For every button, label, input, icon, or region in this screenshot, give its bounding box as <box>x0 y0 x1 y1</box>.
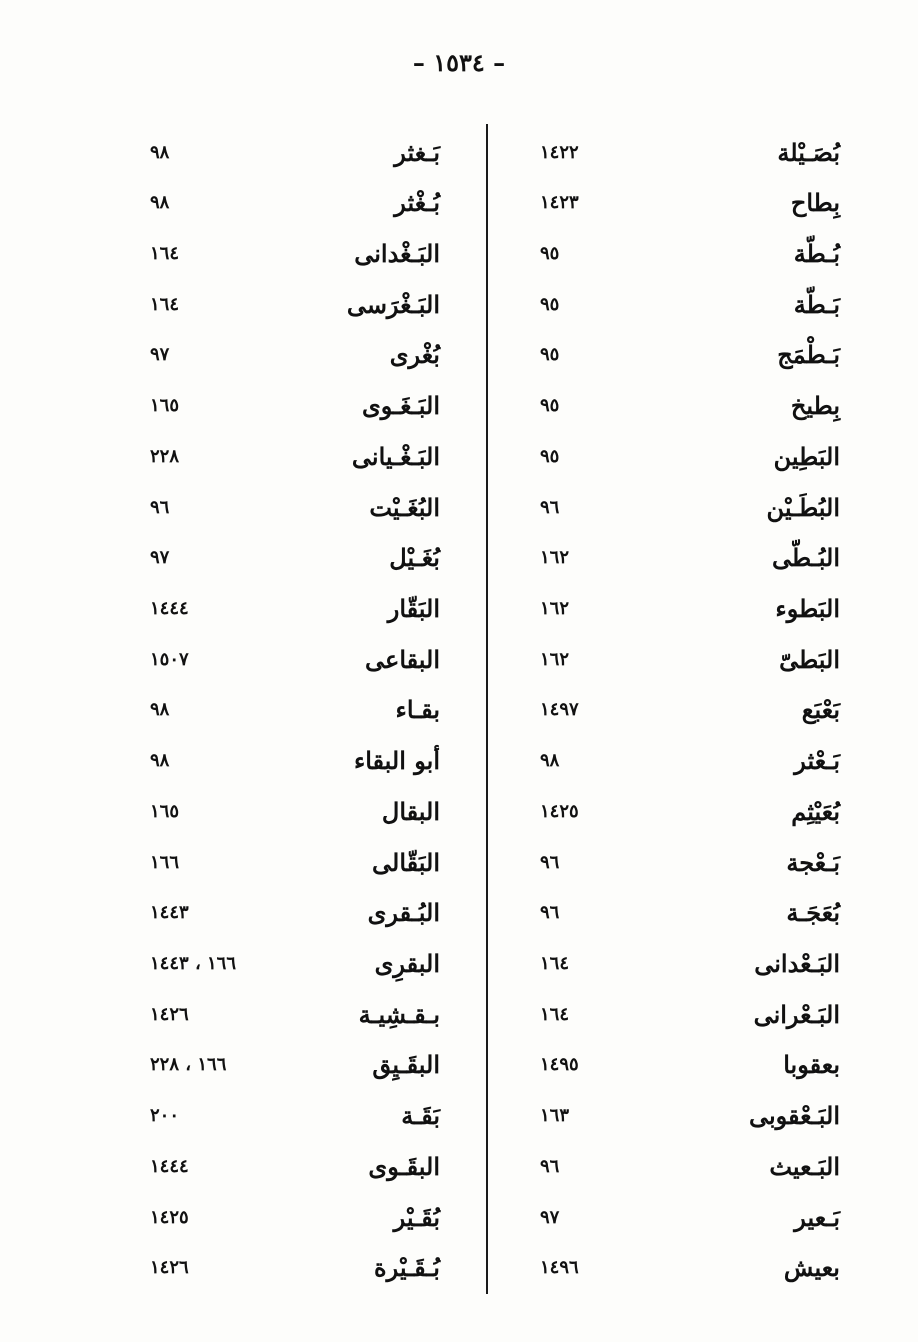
index-entry <box>540 536 840 580</box>
entry-page-ref: ١٤٤٣ <box>150 902 189 924</box>
entry-word: أبو البقاء <box>353 746 440 776</box>
index-entry <box>540 231 840 275</box>
index-entry <box>150 536 440 580</box>
entry-word: البَـغْدانى <box>354 238 440 268</box>
index-entry <box>150 942 440 986</box>
entry-word: بِطاح <box>790 188 840 218</box>
entry-word: البَطىّ <box>779 644 840 674</box>
entry-word: بعقوبا <box>783 1050 840 1080</box>
entry-page-ref: ٩٦ <box>540 902 560 924</box>
index-entry <box>540 1246 840 1290</box>
index-entry <box>540 688 840 732</box>
index-entry <box>540 333 840 377</box>
index-entry <box>540 181 840 225</box>
index-entry <box>150 739 440 783</box>
entry-word: بـقـشِيـة <box>358 999 440 1029</box>
index-entry <box>150 1195 440 1239</box>
index-entry <box>540 1094 840 1138</box>
entry-word: بُغَـيْل <box>389 543 440 573</box>
entry-page-ref: ٩٨ <box>150 750 170 772</box>
entry-page-ref: ١٦٥ <box>150 800 180 822</box>
entry-word: بقـاء <box>395 695 440 725</box>
entry-word: البقال <box>381 796 440 826</box>
entry-page-ref: ١٦٣ <box>540 1105 570 1127</box>
entry-word: البَـغَـوى <box>361 391 440 421</box>
index-entry <box>540 1043 840 1087</box>
entry-page-ref: ١٤٢٥ <box>540 800 579 822</box>
entry-page-ref: ١٦٦ <box>150 851 180 873</box>
entry-page-ref: ٩٨ <box>540 750 560 772</box>
index-entry <box>540 282 840 326</box>
index-entry <box>540 130 840 174</box>
entry-page-ref: ٢٠٠ <box>150 1105 180 1127</box>
entry-word: بِطيخ <box>790 391 840 421</box>
index-entry <box>540 942 840 986</box>
entry-word: بُـقَـيْرة <box>374 1253 440 1283</box>
entry-word: البَـعيث <box>769 1151 840 1181</box>
entry-page-ref: ٩٥ <box>540 445 560 467</box>
entry-page-ref: ٩٧ <box>150 344 170 366</box>
entry-page-ref: ٩٨ <box>150 699 170 721</box>
entry-word: البَقّار <box>387 593 440 623</box>
index-entry <box>150 333 440 377</box>
entry-page-ref: ١٦٤ <box>540 953 570 974</box>
entry-page-ref: ١٦٢ <box>540 547 570 569</box>
index-entry <box>150 891 440 935</box>
index-entry <box>150 1043 440 1087</box>
entry-word: بَقَـة <box>401 1101 440 1131</box>
entry-page-ref: ٩٥ <box>540 293 560 315</box>
entry-page-ref: ١٤٢٣ <box>540 192 579 214</box>
entry-page-ref: ١٦٤ <box>150 242 180 264</box>
index-entry <box>150 992 440 1036</box>
entry-page-ref: ١٤٩٦ <box>540 1257 579 1279</box>
entry-word: البَـعْقوبى <box>748 1101 840 1131</box>
entry-page-ref: ١٤٤٤ <box>150 597 189 619</box>
entry-word: البُطَـيْن <box>766 492 840 522</box>
index-entry <box>150 384 440 428</box>
entry-word: البقَـوى <box>368 1151 440 1181</box>
index-entry <box>150 434 440 478</box>
index-entry <box>540 840 840 884</box>
entry-page-ref: ١٤٩٥ <box>540 1054 579 1076</box>
entry-page-ref: ٩٦ <box>150 496 170 518</box>
entry-page-ref: ٩٨ <box>150 192 170 214</box>
entry-page-ref: ٩٨ <box>150 141 170 163</box>
entry-page-ref: ٩٧ <box>150 547 170 569</box>
entry-page-ref: ١٦٦ ، ٢٢٨ <box>150 1054 227 1076</box>
index-entry <box>540 434 840 478</box>
index-entry <box>540 789 840 833</box>
entry-page-ref: ١٦٤ <box>540 1003 570 1025</box>
entry-page-ref: ٩٧ <box>540 1206 560 1228</box>
index-entry <box>540 637 840 681</box>
entry-page-ref: ١٤٢٢ <box>540 141 579 163</box>
entry-page-ref: ١٦٦ ، ١٤٤٣ <box>150 953 237 974</box>
index-entry <box>150 1144 440 1188</box>
entry-page-ref: ١٦٥ <box>150 395 180 417</box>
entry-word: البَـعْدانى <box>754 949 840 978</box>
entry-word: بَعْبَع <box>801 695 840 725</box>
entry-word: البُـقرى <box>367 898 440 928</box>
index-entry <box>150 130 440 174</box>
index-entry <box>150 282 440 326</box>
index-entry <box>150 840 440 884</box>
index-entry <box>150 688 440 732</box>
entry-word: بُصَـيْلة <box>777 137 840 167</box>
entry-word: البقَـيِق <box>372 1050 440 1080</box>
entry-word: بُـطّة <box>793 238 840 268</box>
entry-word: البُـطّى <box>772 543 840 573</box>
entry-page-ref: ٩٦ <box>540 1155 560 1177</box>
entry-word: البُغَـيْت <box>369 492 440 522</box>
index-entry <box>540 739 840 783</box>
index-entry <box>150 485 440 529</box>
entry-page-ref: ١٦٢ <box>540 597 570 619</box>
entry-word: بَـعْجة <box>786 847 840 877</box>
index-entry <box>150 637 440 681</box>
index-entry <box>540 1195 840 1239</box>
entry-page-ref: ١٤٤٤ <box>150 1155 189 1177</box>
index-entry <box>540 1144 840 1188</box>
entry-page-ref: ١٦٤ <box>150 293 180 315</box>
entry-word: البَطِين <box>773 441 840 471</box>
page-number: – ١٥٣٤ – <box>412 48 506 77</box>
entry-word: بَـعْثر <box>794 746 840 776</box>
entry-page-ref: ١٤٢٦ <box>150 1003 189 1025</box>
index-entry <box>150 181 440 225</box>
index-entry <box>150 586 440 630</box>
entry-word: بَـطْمَج <box>777 340 840 370</box>
entry-page-ref: ١٤٩٧ <box>540 699 579 721</box>
index-entry <box>540 586 840 630</box>
entry-word: بُـغْثر <box>394 188 440 218</box>
index-entry <box>540 891 840 935</box>
entry-word: البقرِى <box>374 949 440 978</box>
entry-word: بَـطّة <box>793 289 840 319</box>
entry-word: البَـغْرَسى <box>346 289 440 319</box>
entry-page-ref: ١٥٠٧ <box>150 648 189 670</box>
index-entry <box>150 1094 440 1138</box>
entry-word: البقاعى <box>365 644 440 674</box>
entry-word: بُعَجَـة <box>786 898 840 928</box>
entry-page-ref: ١٦٢ <box>540 648 570 670</box>
entry-word: بُعَيْثِم <box>791 796 840 826</box>
entry-page-ref: ٩٥ <box>540 395 560 417</box>
entry-page-ref: ١٤٢٥ <box>150 1206 189 1228</box>
index-entry <box>540 485 840 529</box>
entry-word: بعيش <box>783 1253 840 1283</box>
entry-page-ref: ١٤٢٦ <box>150 1257 189 1279</box>
entry-word: بُغْرى <box>389 340 440 370</box>
entry-word: بُقَـيْر <box>393 1202 440 1232</box>
entry-word: بَـغثر <box>394 137 440 167</box>
index-entry <box>540 992 840 1036</box>
index-entry <box>150 789 440 833</box>
index-column-left <box>150 130 440 1290</box>
entry-word: بَـعير <box>794 1202 840 1232</box>
index-entry <box>150 231 440 275</box>
entry-word: البَقّالى <box>372 847 440 877</box>
entry-word: البَـعْرانى <box>753 999 840 1029</box>
entry-page-ref: ٩٦ <box>540 496 560 518</box>
entry-page-ref: ٩٦ <box>540 851 560 873</box>
entry-page-ref: ٩٥ <box>540 344 560 366</box>
index-entry <box>540 384 840 428</box>
entry-page-ref: ٩٥ <box>540 242 560 264</box>
entry-word: البَـغْـيانى <box>351 441 440 471</box>
column-divider <box>486 124 488 1294</box>
entry-word: البَطوء <box>775 593 840 623</box>
index-entry <box>150 1246 440 1290</box>
index-column-right <box>540 130 840 1290</box>
entry-page-ref: ٢٢٨ <box>150 445 180 467</box>
